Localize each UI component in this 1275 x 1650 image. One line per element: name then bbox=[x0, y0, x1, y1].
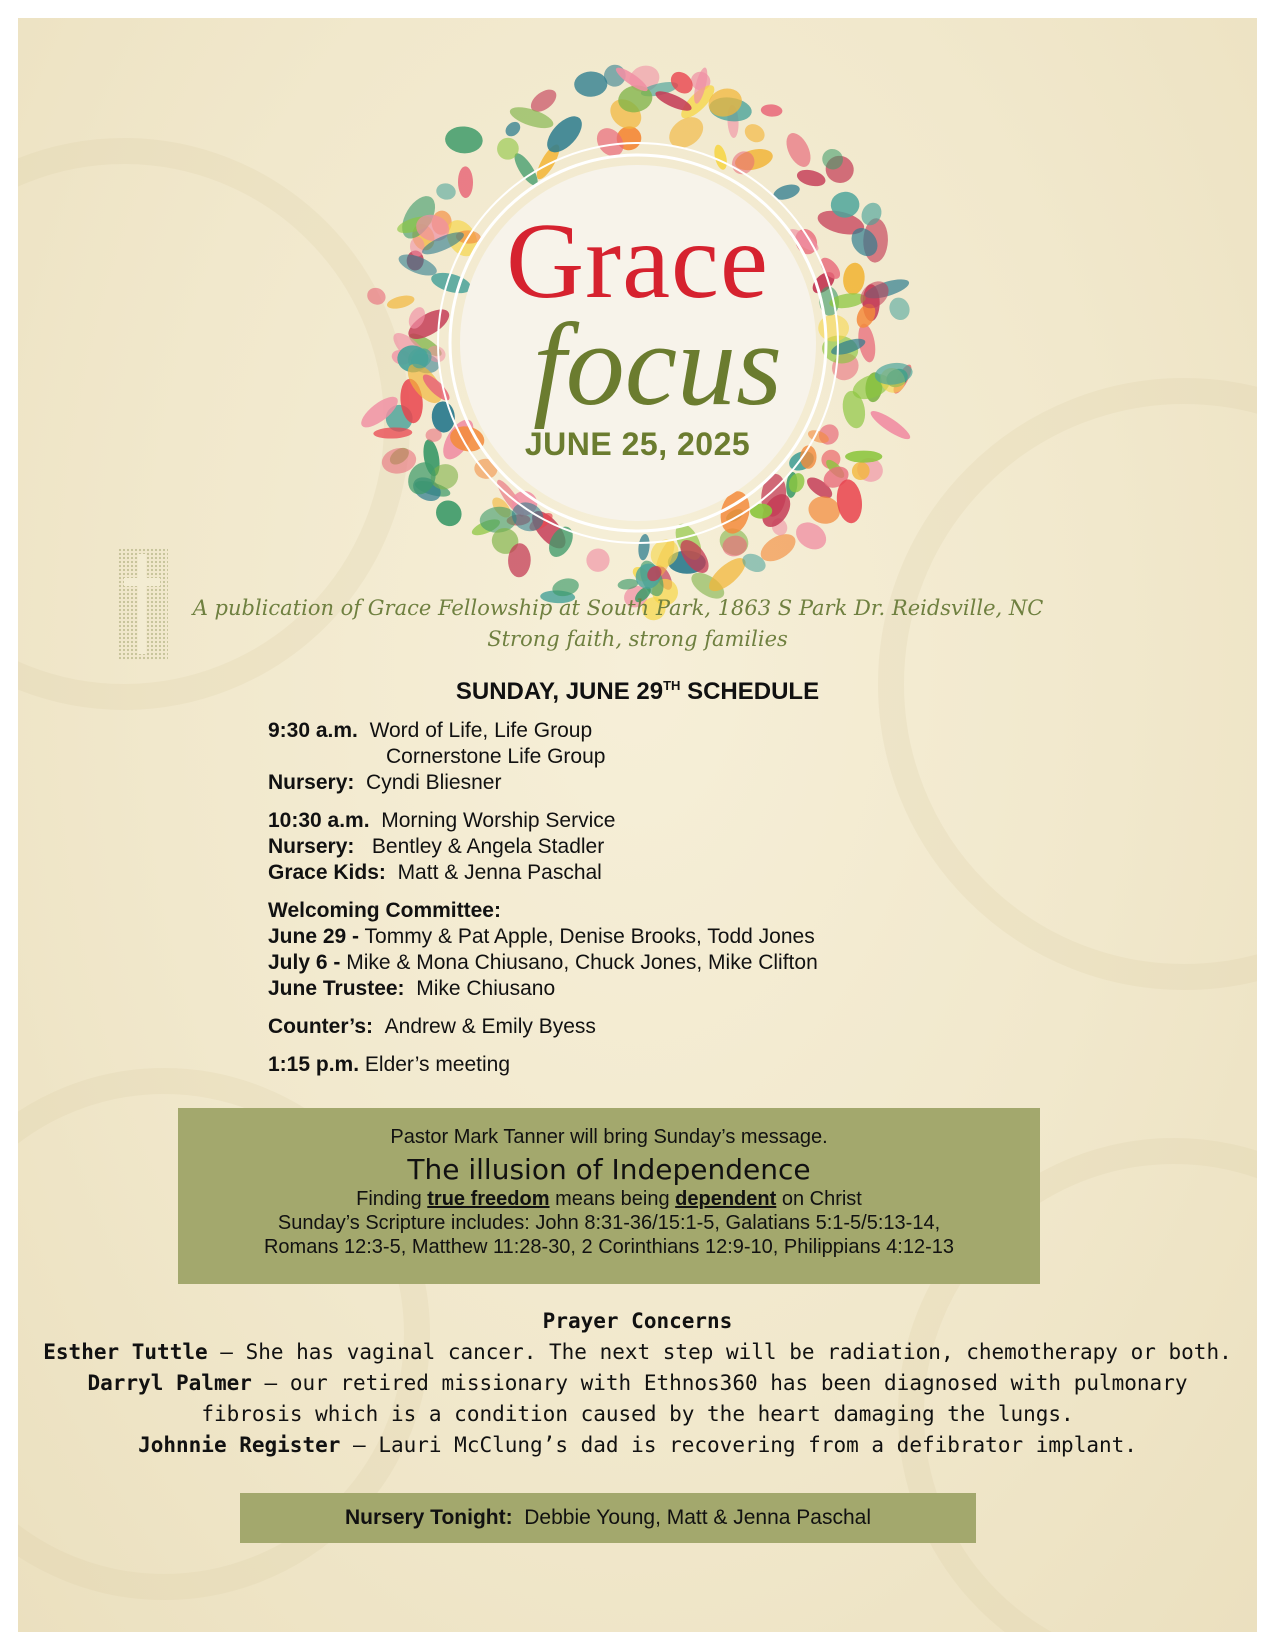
nursery-tonight-names: Debbie Young, Matt & Jenna Paschal bbox=[524, 1506, 872, 1529]
wreath-petal bbox=[583, 545, 613, 576]
publication-line: A publication of Grace Fellowship at South Park, 1863 S Park Dr. Reidsville, NC bbox=[192, 596, 1044, 620]
wreath-petal bbox=[458, 166, 474, 198]
scripture-line: Romans 12:3-5, Matthew 11:28-30, 2 Corinthians 12:9-10, Philippians 4:12-13 bbox=[263, 1236, 955, 1258]
issue-date: JUNE 25, 2025 bbox=[524, 426, 751, 462]
prayer-title: Prayer Concerns bbox=[542, 1309, 733, 1333]
sermon-message-box bbox=[178, 1108, 1040, 1284]
scripture-line: Sunday’s Scripture includes: John 8:31-36/15:1-5, Galatians 5:1-5/5:13-14, bbox=[277, 1212, 941, 1234]
masthead-title: Grace bbox=[506, 202, 769, 321]
wreath-petal bbox=[435, 182, 457, 202]
schedule-row: Counter’s: Andrew & Emily Byess bbox=[268, 1015, 596, 1038]
wreath-petal bbox=[574, 71, 608, 97]
schedule-row: July 6 - Mike & Mona Chiusano, Chuck Jones, Mike Clifton bbox=[268, 951, 818, 974]
nursery-tonight-label: Nursery Tonight: bbox=[344, 1506, 513, 1529]
masthead-subtitle: focus bbox=[532, 299, 783, 430]
wreath-petal bbox=[444, 125, 483, 154]
schedule-row: Nursery: Bentley & Angela Stadler bbox=[268, 835, 605, 858]
schedule-row: Welcoming Committee: bbox=[268, 899, 501, 922]
wreath-petal bbox=[795, 167, 827, 189]
newsletter-page bbox=[18, 18, 1257, 1632]
schedule-list bbox=[268, 718, 1068, 1078]
schedule-title: SUNDAY, JUNE 29TH SCHEDULE bbox=[455, 678, 820, 705]
prayer-item: Johnnie Register – Lauri McClung’s dad is recovering from a defibrator implant. bbox=[138, 1433, 1137, 1457]
wreath-petal bbox=[741, 120, 768, 146]
schedule-row: Nursery: Cyndi Bliesner bbox=[268, 771, 502, 794]
prayer-item: fibrosis which is a condition caused by the heart damaging the lungs. bbox=[201, 1402, 1074, 1426]
prayer-item: Esther Tuttle – She has vaginal cancer. The next step will be radiation, chemotherapy or both. bbox=[43, 1340, 1232, 1364]
sermon-subtitle: Finding true freedom means being dependent on Christ bbox=[356, 1188, 862, 1210]
tagline: Strong faith, strong families bbox=[487, 627, 788, 651]
schedule-row: 9:30 a.m. Word of Life, Life Group bbox=[268, 719, 593, 742]
prayer-concerns bbox=[18, 1306, 1257, 1461]
wreath-petal bbox=[760, 104, 782, 118]
schedule-row: June 29 - Tommy & Pat Apple, Denise Brooks, Todd Jones bbox=[268, 925, 815, 948]
schedule-row: June Trustee: Mike Chiusano bbox=[268, 977, 556, 1000]
sermon-intro: Pastor Mark Tanner will bring Sunday’s message. bbox=[390, 1126, 828, 1148]
sermon-title: The illusion of Independence bbox=[407, 1153, 811, 1186]
wreath-petal bbox=[503, 119, 523, 139]
prayer-item: Darryl Palmer – our retired missionary with Ethnos360 has been diagnosed with pulmonary bbox=[87, 1371, 1188, 1395]
wreath-petal bbox=[431, 495, 467, 531]
schedule-row: 10:30 a.m. Morning Worship Service bbox=[268, 809, 616, 832]
nursery-tonight-box bbox=[240, 1493, 976, 1543]
schedule-row: Grace Kids: Matt & Jenna Paschal bbox=[268, 861, 602, 884]
schedule-row: 1:15 p.m. Elder’s meeting bbox=[268, 1053, 511, 1076]
wreath-petal bbox=[637, 533, 651, 560]
wreath-petal bbox=[782, 129, 816, 170]
schedule-row: Cornerstone Life Group bbox=[386, 745, 606, 768]
